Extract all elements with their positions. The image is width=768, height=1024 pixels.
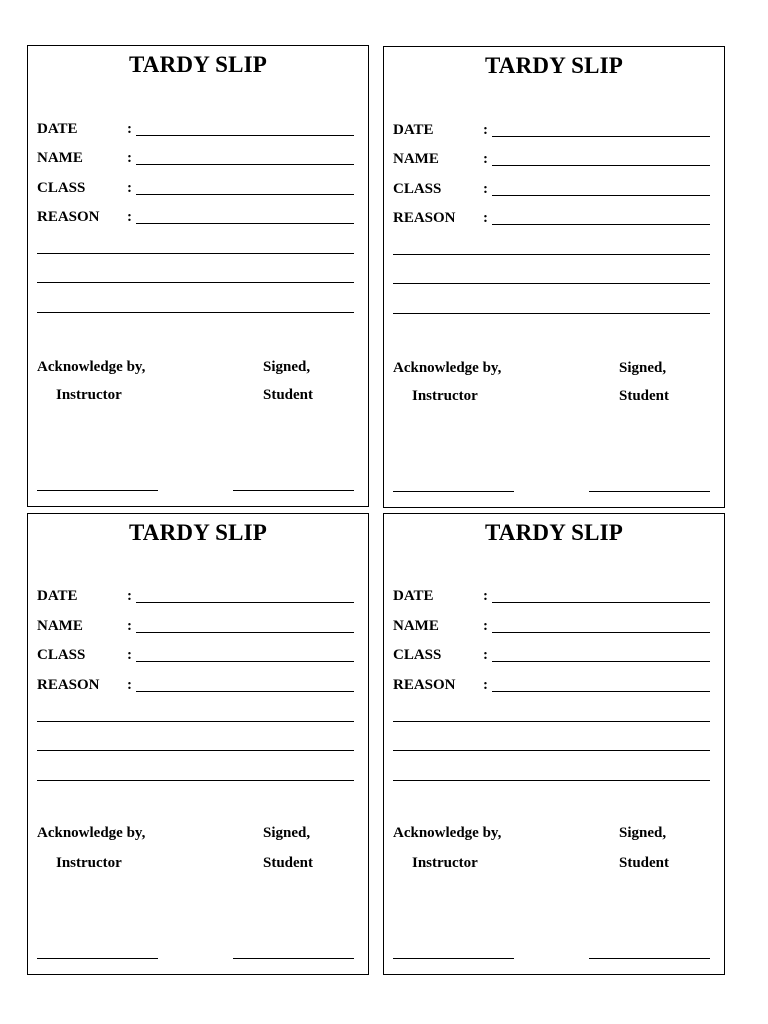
class-field-line[interactable]: [492, 661, 710, 662]
reason-extra-line[interactable]: [37, 780, 354, 781]
reason-label: REASON: [37, 677, 100, 693]
student-signature-line[interactable]: [589, 958, 710, 959]
instructor-label: Instructor: [56, 387, 122, 403]
name-field-line[interactable]: [492, 632, 710, 633]
student-label: Student: [619, 855, 670, 871]
class-label: CLASS: [393, 647, 442, 663]
reason-label: REASON: [393, 677, 456, 693]
date-colon: :: [127, 121, 132, 137]
name-field-line[interactable]: [136, 164, 354, 165]
class-label: CLASS: [37, 180, 86, 196]
acknowledge-label: Acknowledge by,: [37, 825, 146, 841]
class-colon: :: [483, 181, 488, 197]
signed-label: Signed,: [263, 359, 311, 375]
reason-field-line[interactable]: [492, 224, 710, 225]
reason-extra-line[interactable]: [393, 750, 710, 751]
tardy-slip: [27, 45, 369, 507]
reason-extra-line[interactable]: [393, 721, 710, 722]
date-label: DATE: [393, 122, 434, 138]
date-field-line[interactable]: [136, 602, 354, 603]
student-signature-line[interactable]: [233, 490, 354, 491]
name-label: NAME: [37, 618, 83, 634]
instructor-signature-line[interactable]: [393, 491, 514, 492]
date-colon: :: [127, 588, 132, 604]
reason-extra-line[interactable]: [37, 282, 354, 283]
reason-colon: :: [127, 677, 132, 693]
acknowledge-label: Acknowledge by,: [393, 825, 502, 841]
reason-extra-line[interactable]: [37, 750, 354, 751]
instructor-label: Instructor: [412, 855, 478, 871]
name-label: NAME: [393, 618, 439, 634]
student-label: Student: [263, 387, 314, 403]
reason-extra-line[interactable]: [37, 253, 354, 254]
name-label: NAME: [37, 150, 83, 166]
reason-extra-line[interactable]: [37, 721, 354, 722]
name-colon: :: [483, 151, 488, 167]
class-colon: :: [483, 647, 488, 663]
instructor-signature-line[interactable]: [393, 958, 514, 959]
acknowledge-label: Acknowledge by,: [37, 359, 146, 375]
class-label: CLASS: [37, 647, 86, 663]
date-colon: :: [483, 588, 488, 604]
instructor-label: Instructor: [56, 855, 122, 871]
reason-extra-line[interactable]: [393, 780, 710, 781]
slip-title: TARDY SLIP: [484, 53, 624, 78]
date-label: DATE: [37, 121, 78, 137]
instructor-signature-line[interactable]: [37, 490, 158, 491]
student-label: Student: [619, 388, 670, 404]
reason-label: REASON: [393, 210, 456, 226]
student-signature-line[interactable]: [589, 491, 710, 492]
class-field-line[interactable]: [136, 661, 354, 662]
class-label: CLASS: [393, 181, 442, 197]
date-label: DATE: [37, 588, 78, 604]
signed-label: Signed,: [263, 825, 311, 841]
name-field-line[interactable]: [136, 632, 354, 633]
reason-field-line[interactable]: [136, 691, 354, 692]
name-colon: :: [483, 618, 488, 634]
name-field-line[interactable]: [492, 165, 710, 166]
tardy-slip: [27, 513, 369, 975]
acknowledge-label: Acknowledge by,: [393, 360, 502, 376]
date-label: DATE: [393, 588, 434, 604]
date-colon: :: [483, 122, 488, 138]
reason-colon: :: [483, 677, 488, 693]
class-field-line[interactable]: [136, 194, 354, 195]
student-signature-line[interactable]: [233, 958, 354, 959]
date-field-line[interactable]: [492, 136, 710, 137]
reason-colon: :: [127, 209, 132, 225]
slip-title: TARDY SLIP: [484, 520, 624, 545]
tardy-slip: [383, 46, 725, 508]
slip-title: TARDY SLIP: [128, 520, 268, 545]
student-label: Student: [263, 855, 314, 871]
reason-colon: :: [483, 210, 488, 226]
instructor-label: Instructor: [412, 388, 478, 404]
reason-field-line[interactable]: [136, 223, 354, 224]
reason-field-line[interactable]: [492, 691, 710, 692]
class-colon: :: [127, 647, 132, 663]
instructor-signature-line[interactable]: [37, 958, 158, 959]
date-field-line[interactable]: [492, 602, 710, 603]
reason-extra-line[interactable]: [393, 254, 710, 255]
date-field-line[interactable]: [136, 135, 354, 136]
class-field-line[interactable]: [492, 195, 710, 196]
reason-extra-line[interactable]: [393, 313, 710, 314]
signed-label: Signed,: [619, 825, 667, 841]
reason-extra-line[interactable]: [393, 283, 710, 284]
tardy-slip: [383, 513, 725, 975]
reason-extra-line[interactable]: [37, 312, 354, 313]
reason-label: REASON: [37, 209, 100, 225]
class-colon: :: [127, 180, 132, 196]
slip-title: TARDY SLIP: [128, 52, 268, 77]
signed-label: Signed,: [619, 360, 667, 376]
name-colon: :: [127, 618, 132, 634]
name-colon: :: [127, 150, 132, 166]
name-label: NAME: [393, 151, 439, 167]
